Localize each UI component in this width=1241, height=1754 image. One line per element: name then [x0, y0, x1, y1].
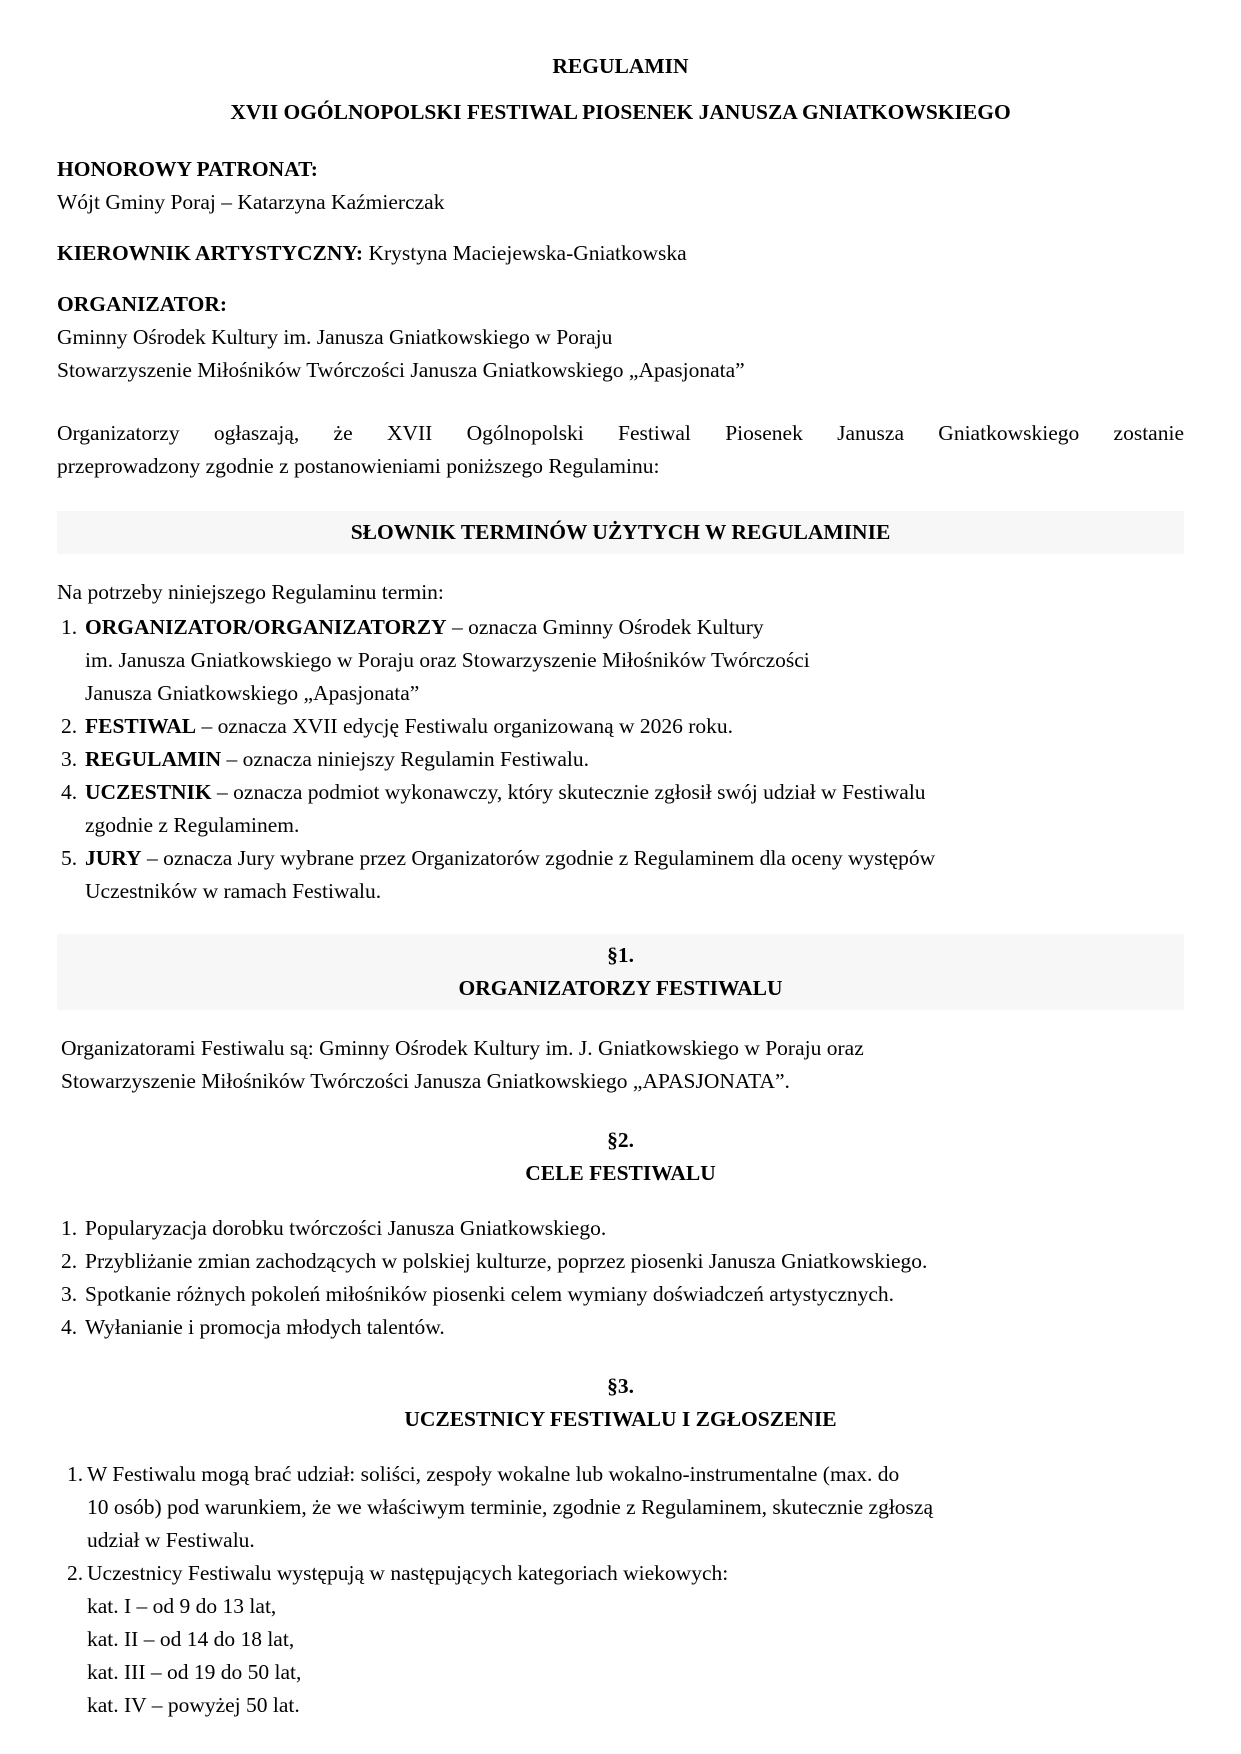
- section-number: §1.: [607, 943, 634, 967]
- list-item-line: [85, 710, 1184, 743]
- section-heading-slownik: [57, 511, 1184, 554]
- list-item-number: 4.: [61, 1315, 78, 1339]
- list-item: [57, 776, 1184, 842]
- s1-paragraph: [61, 1032, 1184, 1098]
- intro-line-2: przeprowadzony zgodnie z postanowieniami poniższego Regulaminu:: [57, 454, 660, 478]
- list-item-line: zgodnie z Regulaminem.: [85, 813, 300, 837]
- patronat-value: Wójt Gminy Poraj – Katarzyna Kaźmierczak: [57, 190, 445, 214]
- definition-text: – oznacza Jury wybrane przez Organizatorów zgodnie z Regulaminem dla oceny występów: [141, 846, 936, 870]
- page-subtitle: XVII OGÓLNOPOLSKI FESTIWAL PIOSENEK JANUSZA GNIATKOWSKIEGO: [230, 100, 1011, 124]
- age-category-list: [87, 1590, 1184, 1722]
- organizator-block: [57, 288, 1184, 387]
- list-item: [57, 842, 1184, 908]
- age-category-item: kat. IV – powyżej 50 lat.: [87, 1693, 300, 1717]
- s3-list: [57, 1458, 1184, 1722]
- section-heading-s3: [57, 1370, 1184, 1436]
- list-item-line: [85, 776, 1184, 809]
- list-item-body: [85, 776, 1184, 842]
- list-item: [57, 611, 1184, 710]
- list-item: [57, 1557, 1184, 1722]
- list-item-number: 1.: [61, 1216, 78, 1240]
- list-item-body: [85, 611, 1184, 710]
- slownik-list: [57, 611, 1184, 908]
- s1-line-2: Stowarzyszenie Miłośników Twórczości Janusza Gniatkowskiego „APASJONATA”.: [61, 1069, 790, 1093]
- patronat-block: [57, 153, 1184, 219]
- defined-term: REGULAMIN: [85, 747, 222, 771]
- section-heading-s2: [57, 1124, 1184, 1190]
- intro-line-1: Organizatorzy ogłaszają, że XVII Ogólnopolski Festiwal Piosenek Janusza Gniatkowskiego zostanie: [57, 421, 1184, 445]
- list-item-line: [85, 842, 1184, 875]
- section-title: ORGANIZATORZY FESTIWALU: [458, 976, 783, 1000]
- definition-text: – oznacza XVII edycję Festiwalu organizowaną w 2026 roku.: [196, 714, 734, 738]
- organizator-label: ORGANIZATOR:: [57, 292, 228, 316]
- list-item: [57, 1212, 1184, 1245]
- defined-term: UCZESTNIK: [85, 780, 212, 804]
- list-item-body: [85, 842, 1184, 908]
- age-category-item: kat. I – od 9 do 13 lat,: [87, 1594, 277, 1618]
- section-number: §3.: [607, 1374, 634, 1398]
- list-item-line: im. Janusza Gniatkowskiego w Poraju oraz Stowarzyszenie Miłośników Twórczości: [85, 648, 810, 672]
- list-item: [57, 1245, 1184, 1278]
- list-item: [57, 710, 1184, 743]
- list-item-body: [85, 710, 1184, 743]
- list-item-line: W Festiwalu mogą brać udział: soliści, zespoły wokalne lub wokalno-instrumentalne (max. do: [87, 1462, 900, 1486]
- definition-text: – oznacza podmiot wykonawczy, który skutecznie zgłosił swój udział w Festiwalu: [211, 780, 926, 804]
- intro-paragraph: [57, 417, 1184, 483]
- list-item-number: 3.: [61, 1282, 78, 1306]
- list-item: [57, 1278, 1184, 1311]
- defined-term: ORGANIZATOR/ORGANIZATORZY: [85, 615, 447, 639]
- list-item-number: 2.: [67, 1561, 84, 1585]
- list-item-number: 3.: [61, 747, 78, 771]
- organizator-line-2: Stowarzyszenie Miłośników Twórczości Janusza Gniatkowskiego „Apasjonata”: [57, 358, 745, 382]
- organizator-line-1: Gminny Ośrodek Kultury im. Janusza Gniatkowskiego w Poraju: [57, 325, 613, 349]
- slownik-lead: Na potrzeby niniejszego Regulaminu termin:: [57, 580, 444, 604]
- list-item-line: [85, 611, 1184, 644]
- list-item-number: 1.: [67, 1462, 84, 1486]
- list-item-line: Spotkanie różnych pokoleń miłośników piosenki celem wymiany doświadczeń artystycznych.: [85, 1282, 895, 1306]
- list-item-number: 2.: [61, 714, 78, 738]
- section-title: CELE FESTIWALU: [525, 1161, 716, 1185]
- age-category-item: kat. II – od 14 do 18 lat,: [87, 1627, 295, 1651]
- definition-text: – oznacza Gminny Ośrodek Kultury: [446, 615, 764, 639]
- page-title: REGULAMIN: [552, 54, 689, 78]
- list-item: [57, 1458, 1184, 1557]
- list-item-line: Popularyzacja dorobku twórczości Janusza Gniatkowskiego.: [85, 1216, 607, 1240]
- section-number: §2.: [607, 1128, 634, 1152]
- list-item-body: [87, 1458, 1184, 1557]
- list-item: [57, 743, 1184, 776]
- list-item-line: Wyłanianie i promocja młodych talentów.: [85, 1315, 445, 1339]
- list-item-number: 2.: [61, 1249, 78, 1273]
- kierownik-line: [57, 237, 1184, 270]
- defined-term: FESTIWAL: [85, 714, 197, 738]
- list-item-number: 5.: [61, 846, 78, 870]
- list-item-line: [85, 743, 1184, 776]
- kierownik-block: [57, 237, 1184, 270]
- list-item-line: Przybliżanie zmian zachodzących w polskiej kulturze, poprzez piosenki Janusza Gniatkowskiego.: [85, 1249, 928, 1273]
- kierownik-label: KIEROWNIK ARTYSTYCZNY:: [57, 241, 364, 265]
- s2-list: [57, 1212, 1184, 1344]
- list-item-line: Janusza Gniatkowskiego „Apasjonata”: [85, 681, 420, 705]
- kierownik-value: Krystyna Maciejewska-Gniatkowska: [368, 241, 687, 265]
- list-item-body: [87, 1557, 1184, 1722]
- list-item-line: 10 osób) pod warunkiem, że we właściwym terminie, zgodnie z Regulaminem, skutecznie zgłoszą: [87, 1495, 934, 1519]
- patronat-label: HONOROWY PATRONAT:: [57, 157, 318, 181]
- list-item-line: Uczestnicy Festiwalu występują w następujących kategoriach wiekowych:: [87, 1561, 729, 1585]
- definition-text: – oznacza niniejszy Regulamin Festiwalu.: [221, 747, 589, 771]
- slownik-heading-text: SŁOWNIK TERMINÓW UŻYTYCH W REGULAMINIE: [350, 520, 891, 544]
- list-item: [57, 1311, 1184, 1344]
- section-heading-s1: [57, 934, 1184, 1010]
- list-item-line: udział w Festiwalu.: [87, 1528, 255, 1552]
- section-title: UCZESTNICY FESTIWALU I ZGŁOSZENIE: [404, 1407, 837, 1431]
- list-item-body: [85, 743, 1184, 776]
- list-item-line: Uczestników w ramach Festiwalu.: [85, 879, 382, 903]
- s1-line-1: Organizatorami Festiwalu są: Gminny Ośrodek Kultury im. J. Gniatkowskiego w Poraju oraz: [61, 1036, 864, 1060]
- list-item-number: 4.: [61, 780, 78, 804]
- defined-term: JURY: [85, 846, 142, 870]
- age-category-item: kat. III – od 19 do 50 lat,: [87, 1660, 302, 1684]
- list-item-number: 1.: [61, 615, 78, 639]
